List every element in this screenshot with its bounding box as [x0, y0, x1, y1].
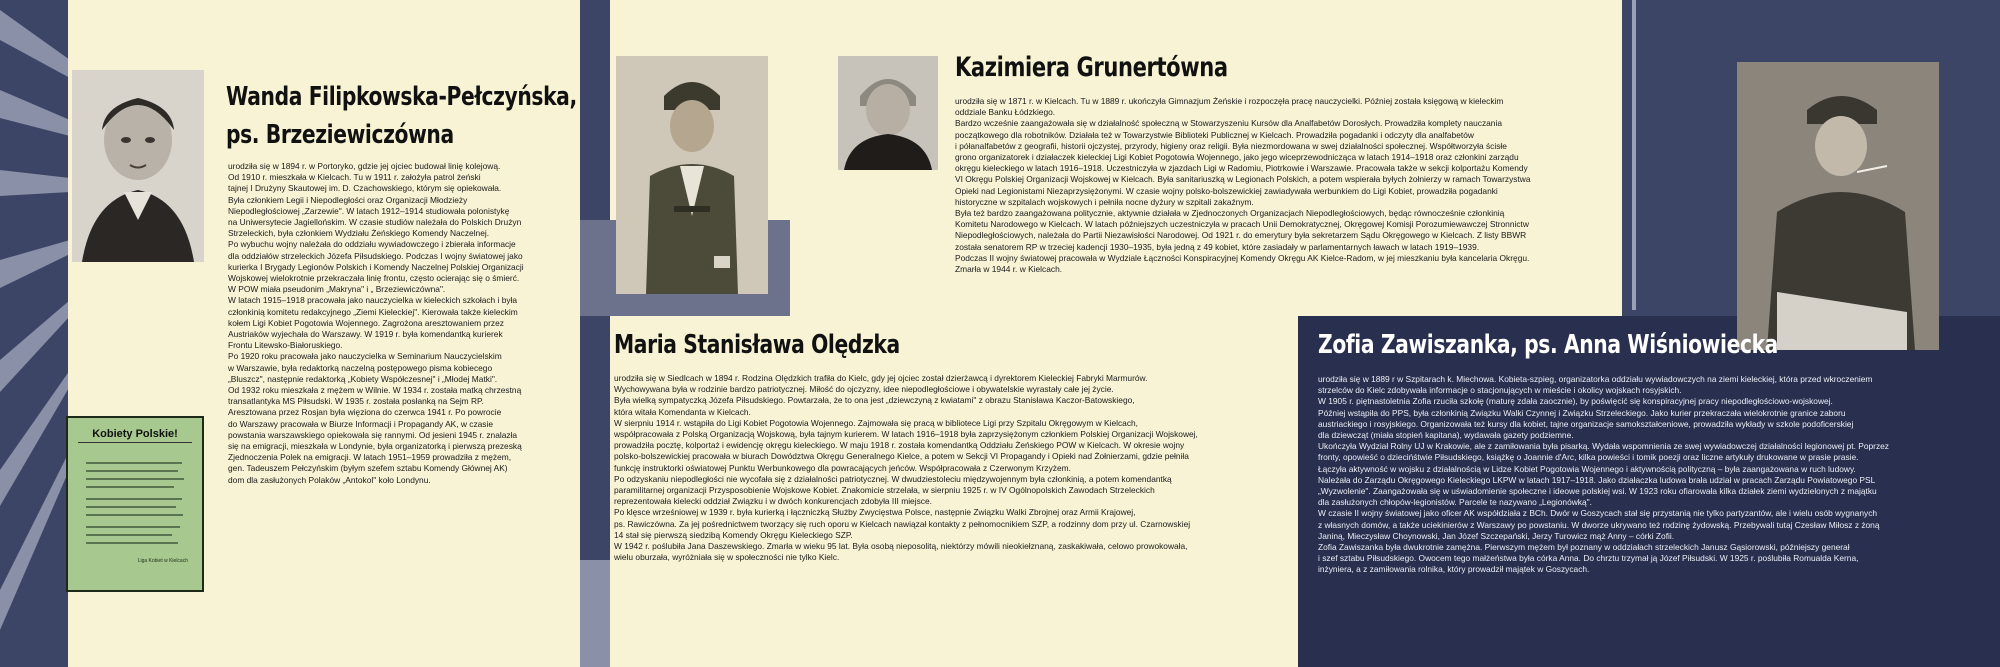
- biography-line: 14 stał się pierwszą siedzibą Komendy Okręgu Kieleckiego SZP.: [614, 529, 853, 540]
- biography-line: W 1905 r. piętnastoletnia Zofia rzuciła szkołę (maturę zdała zaocznie), by poświęcić się konspiracyjnej pracy niepodległościowo-wojskowej.: [1318, 396, 1833, 407]
- wanda-portrait-photo: [72, 70, 204, 262]
- biography-line: wielu oburzała, wyróżniała się w społeczności nie tylko Kielc.: [614, 552, 840, 563]
- biography-line: Zjednoczenia Polek na emigracji. W latach 1951–1959 prowadziła z mężem,: [228, 452, 512, 463]
- biography-line: historyczne w szpitalach wojskowych i pełniła nocne dyżury w szpitali zakaźnym.: [955, 196, 1254, 207]
- biography-line: powstania warszawskiego opiekowała się rannymi. Od jesieni 1945 r. znalazła: [228, 429, 518, 440]
- biography-line: strzelców do Kielc zdobywała informacje o stacjonujących w mieście i okolicy wojskach rosyjskich.: [1318, 385, 1682, 396]
- poster-text-line: [86, 526, 180, 528]
- zofia-biography: [1318, 374, 1994, 576]
- biography-line: członkinią komitetu redakcyjnego „Ziemi Kieleckiej". Kierowała także kieleckim: [228, 306, 518, 317]
- zofia-portrait-photo: [1737, 62, 1939, 350]
- biography-line: Opieki nad Legionistami Niezaprzysiężonymi. W czasie wojny polsko-bolszewickiej zawiadywała werbunkiem do Ligi Kobiet, prowadziła pogadanki: [955, 185, 1498, 196]
- biography-line: Frontu Litewsko-Białoruskiego.: [228, 340, 343, 351]
- biography-line: Aresztowana przez Rosjan była więziona do czerwca 1941 r. Po powrocie: [228, 407, 502, 418]
- biography-line: na Uniwersytecie Jagiellońskim. W czasie studiów należała do Polskich Drużyn: [228, 217, 522, 228]
- biography-line: reprezentowała kielecki oddział Związku i w dwóch konkurencjach zdobyła III miejsce.: [614, 496, 932, 507]
- biography-line: początkowego dla robotników. Działała też w Towarzystwie Biblioteki Publicznej w Kielcach. Prowadziła pogadanki i odczyty dla analfabetów: [955, 129, 1474, 140]
- wanda-name-line2: ps. Brzeziewiczówna: [226, 120, 454, 150]
- kazimiera-biography: [955, 96, 1615, 275]
- biography-line: W czasie II wojny światowej jako oficer AK współdziała z BCh. Dwór w Goszycach stał się przystanią nie tylko partyzantów, ale i wielu osób wygnanych: [1318, 508, 1878, 519]
- kazimiera-name: Kazimiera Grunertówna: [955, 52, 1228, 83]
- biography-line: urodziła się w 1871 r. w Kielcach. Tu w 1889 r. ukończyła Gimnazjum Żeńskie i rozpoczęła pracę nauczycielki. Później została księgową w kieleckim: [955, 96, 1504, 106]
- poster-text-line: [86, 462, 182, 464]
- maria-name: Maria Stanisława Olędzka: [614, 330, 900, 360]
- poster-text-line: [86, 506, 176, 508]
- biography-line: Niepodległościowej „Zarzewie". W latach 1912–1914 studiowała polonistykę: [228, 205, 510, 216]
- biography-line: VI Okręgu Polskiej Organizacji Wojskowej w Kielcach. Była sanitariuszką w Legionach Polskich, a potem wspierała byłych żołnierzy w ramach Towarzystwa: [955, 174, 1531, 185]
- wanda-biography: [228, 161, 574, 486]
- biography-line: Zmarła w 1944 r. w Kielcach.: [955, 264, 1063, 275]
- biography-line: Od 1910 r. mieszkała w Kielcach. Tu w 1911 r. założyła patrol żeński: [228, 172, 481, 183]
- biography-line: inżyniera, a z zamiłowania rolnika, który prowadził majątek w Goszycach.: [1318, 564, 1590, 575]
- biography-line: Po 1920 roku pracowała jako nauczycielka w Seminarium Nauczycielskim: [228, 351, 502, 362]
- biography-line: dla dziewcząt (miała stopień kapitana), wydawała gazety podziemne.: [1318, 430, 1574, 441]
- biography-line: Łączyła aktywność w wojsku z działalnością w Lidze Kobiet Pogotowia Wojennego i aktywnością polityczną – była zaangażowana w ruch ludowy.: [1318, 463, 1856, 474]
- biography-line: się na emigracji, mieszkała w Londynie, była organizatorką i pierwszą prezeską: [228, 441, 522, 452]
- poster-title: Kobiety Polskie!: [78, 428, 192, 443]
- biography-line: ps. Rawiczówna. Za jej pośrednictwem tworzący się ruch oporu w Kielcach nawiązał kontakty z pełnomocnikiem SZP, a rodzinny dom przy ul. Czarnowskiej: [614, 518, 1191, 529]
- biography-line: do Warszawy pracowała w Biurze Informacji i Propagandy AK, w czasie: [228, 418, 494, 429]
- biography-line: polsko-bolszewickiej pracowała w biurach Dowództwa Okręgu Generalnego Kielce, a potem w Sekcji VI Propagandy i Opieki nad Żołnierzami, gdzie pełniła: [614, 451, 1189, 462]
- poster-text-line: [86, 514, 183, 516]
- biography-line: i szef sztabu Piłsudskiego. Owocem tego małżeństwa była córka Anna. Do chrztu trzymał ją Józef Piłsudski. W 1925 r. poślubiła Romualda Kerna,: [1318, 553, 1859, 564]
- biography-line: Po wybuchu wojny należała do oddziału wywiadowczego i zbierała informacje: [228, 239, 516, 250]
- maria-biography: [614, 373, 1294, 563]
- biography-line: została senatorem RP w trzeciej kadencji 1930–1935, była jedną z 49 kobiet, które zasiadały w parlamentarnych ławach w latach 1919–1939.: [955, 241, 1480, 252]
- biography-line: Wychowywana była w rodzinie bardzo patriotycznej. Miłość do ojczyzny, idee niepodległościowe i obywatelskie wyrastały całe jej życie.: [614, 384, 1114, 395]
- biography-line: urodziła się w 1889 r w Szpitarach k. Miechowa. Kobieta-szpieg, organizatorka oddziału wywiadowczych na ziemi kieleckiej, która przed wkroczeniem: [1318, 374, 1873, 384]
- biography-line: dla zasłużonych chłopów-legionistów. Parcele te nazywano „Legionówką".: [1318, 497, 1592, 508]
- biography-line: paramilitarnej organizacji Przysposobienie Wojskowe Kobiet. Znakomicie strzelała, w sierpniu 1925 r. w IV Ogólnopolskich Zawodach Strzeleckich: [614, 485, 1155, 496]
- biography-line: „Wyzwolenie". Zaangażowała się w uświadomienie społeczne i ideowe polskiej wsi. W 1923 roku ofiarowała kilka działek ziemi wydzielonych z majątku: [1318, 486, 1877, 497]
- biography-line: Była członkiem Legii i Niepodległości oraz Organizacji Młodzieży: [228, 194, 468, 205]
- biography-line: Ukończyła Wydział Rolny UJ w Krakowie, ale z zamiłowania była pisarką. Wydała wspomnienia ze swej wywiadowczej działalności legionowej pt. Poprzez: [1318, 441, 1889, 452]
- poster-text-line: [86, 534, 172, 536]
- biography-line: austriackiego i rosyjskiego. Organizowała też kursy dla kobiet, tajne organizacje samokształceniowe, prowadziła wykłady w szkole podoficerskiej: [1318, 418, 1854, 429]
- biography-line: W 1942 r. poślubiła Jana Daszewskiego. Zmarła w wieku 95 lat. Była osobą nieposolitą, niektórzy mówili nieokiełznaną, zaskakiwała, celowo prowokowała,: [614, 541, 1188, 552]
- wanda-name-line1: Wanda Filipkowska-Pełczyńska,: [226, 82, 577, 112]
- biography-line: funkcję instruktorki oświatowej Punktu Werbunkowego dla powracających jeńców. Współpracowała z Czerwonym Krzyżem.: [614, 462, 1071, 473]
- kazimiera-portrait-photo: [838, 56, 938, 170]
- biography-line: gen. Tadeuszem Pełczyńskim (byłym szefem sztabu Komendy Głównej AK): [228, 463, 508, 474]
- biography-line: transatlantyka MS Piłsudski. W 1935 r. została posłanką na Sejm RP.: [228, 396, 484, 407]
- biography-line: urodziła się w 1894 r. w Portoryko, gdzie jej ojciec budował linię kolejową.: [228, 161, 501, 171]
- biography-line: fronty, opowieść o dziecińśtwie Piłsudskiego, książkę o Joannie d'Arc, kilka powieści i tomik poezji oraz liczne artykuły drukowane w prasie prasie.: [1318, 452, 1859, 463]
- biography-line: dom dla zasłużonych Polaków „Antokol" koło Londynu.: [228, 474, 431, 485]
- biography-line: współpracowała z Polską Organizacją Wojskową, była tajnym kurierem. W latach 1916–1918 była zaprzysiężonym członkiem Polskiej Organizacji Wojskowej,: [614, 429, 1198, 440]
- poster-text-line: [86, 486, 174, 488]
- poster-signature: Liga Kobiet w Kielcach: [137, 558, 188, 564]
- poster-text-line: [86, 542, 178, 544]
- biography-line: Komitetu Narodowego w Kielcach. W latach późniejszych uczestniczyła w pracach Unii Demokratycznej, Okręgowej Komisji Porozumiewawczej Stronnictw: [955, 219, 1529, 230]
- biography-line: i półanalfabetów z geografii, historii ojczystej, przyrody, higieny oraz religii. Była niezmordowana w swej działalności społecznej. Współtworzyła ścisłe: [955, 140, 1507, 151]
- biography-line: która witała Komendanta w Kielcach.: [614, 406, 751, 417]
- biography-line: Była wielką sympatyczką Józefa Piłsudskiego. Powtarzała, że to ona jest „dziewczyną z kwiatami" z obrazu Stanisława Kaczor-Batowskiego,: [614, 395, 1135, 406]
- biography-line: z własnych domów, a także uciekinierów z Warszawy po powstaniu. W dworze ukrywano też rodzinę żydowską. Przebywali tutaj Czesław Miłosz z żoną: [1318, 519, 1880, 530]
- poster-text-line: [86, 498, 182, 500]
- sunburst-rays-decoration: [0, 0, 70, 667]
- biography-line: Później wstąpiła do PPS, była członkinią Związku Walki Czynnej i Związku Strzeleckiego. Jako kurier przekraczała wielokrotnie granice zaboru: [1318, 407, 1846, 418]
- biography-line: urodziła się w Siedlcach w 1894 r. Rodzina Olędzkich trafiła do Kielc, gdy jej ojciec został dzierżawcą i dyrektorem Kieleckiej Fabryki Marmurów.: [614, 373, 1148, 383]
- biography-line: Wojskowej wielokrotnie przekraczała linię frontu, często ocierając się o śmierć.: [228, 273, 520, 284]
- biography-line: Była też bardzo zaangażowana politycznie, aktywnie działała w Zjednoczonych Organizacjach Niepodległościowych, będąc równocześnie członkinią: [955, 208, 1505, 219]
- biography-line: W POW miała pseudonim „Makryna" i „ Brzeziewiczówna".: [228, 284, 446, 295]
- poster-text-line: [86, 478, 184, 480]
- biography-line: Podczas II wojny światowej pracowała w Wydziale Łączności Konspiracyjnej Komendy Okręgu AK Kielce-Radom, w jej mieszkaniu była kancelaria Okręgu.: [955, 252, 1530, 263]
- biography-line: Zofia Zawiszanka była dwukrotnie zamężna. Pierwszym mężem był poznany w oddziałach strzeleckich Janusz Gąsiorowski, późniejszy generał: [1318, 542, 1850, 553]
- biography-line: Austriaków wyjechała do Warszawy. W 1919 r. była komendantką kurierek: [228, 329, 503, 340]
- biography-line: prowadziła pocztę, kolportaż i ewidencję okręgu kieleckiego. W maju 1918 r. została komendantką Oddziału Żeńskiego POW w Kielcach. W okresie wojny: [614, 440, 1185, 451]
- biography-line: grono organizatorek i działaczek kieleckiej Ligi Kobiet Pogotowia Wojennego, jako jego wiceprzewodnicząca w latach 1914–1918 oraz członkini zarządu: [955, 152, 1519, 163]
- biography-line: kurierka I Brygady Legionów Polskich i Komendy Naczelnej Polskiej Organizacji: [228, 261, 524, 272]
- biography-line: okręgu kieleckiego w latach 1916–1918. Uczestniczyła w zjazdach Ligi w Radomiu, Piotrkowie i Warszawie. Pracowała także w sekcji kolportażu Komendy: [955, 163, 1528, 174]
- biography-line: Od 1932 roku mieszkała z mężem w Wilnie. W 1934 r. została matką chrzestną: [228, 385, 522, 396]
- biography-line: Należała do Zarządu Okręgowego Kieleckiego LKPW w latach 1917–1918. Jako działaczka ludowa brała udział w pracach Zarządu Powiatowego PSL: [1318, 474, 1876, 485]
- biography-line: W sierpniu 1914 r. wstąpiła do Ligi Kobiet Pogotowia Wojennego. Zajmowała się pracą w bibliotece Ligi przy Szpitalu Okręgowym w Kielcach,: [614, 417, 1139, 428]
- navy-stripe-right: [1632, 0, 1636, 310]
- biography-line: W latach 1915–1918 pracowała jako nauczycielka w kieleckich szkołach i była: [228, 295, 518, 306]
- biography-line: oddziale Banku Łódzkiego.: [955, 107, 1056, 118]
- zofia-name: Zofia Zawiszanka, ps. Anna Wiśniowiecka: [1318, 330, 1778, 360]
- biography-line: tajnej I Drużyny Skautowej im. D. Czachowskiego, którym się opiekowała.: [228, 183, 502, 194]
- biography-line: w Warszawie, była redaktorką naczelną postępowego pisma kobiecego: [228, 362, 493, 373]
- biography-line: Niepodległościowych, należała do Partii Niezawisłości Narodowej. Od 1921 r. do emerytury była sekretarzem Sądu Okręgowego w Kielcach. Z listy BBWR: [955, 230, 1527, 241]
- biography-line: kołem Ligi Kobiet Pogotowia Wojennego. Zagrożona aresztowaniem przez: [228, 317, 504, 328]
- biography-line: dla oddziałów strzeleckich Józefa Piłsudskiego. Podczas I wojny światowej jako: [228, 250, 523, 261]
- grey-shadow-stripe-lower: [580, 560, 610, 667]
- biography-line: Strzeleckich, była członkiem Wydziału Żeńskiego Komendy Naczelnej.: [228, 228, 490, 239]
- poster-text-line: [86, 470, 178, 472]
- biography-line: Po klęsce wrześniowej w 1939 r. była kurierką i łączniczką Służby Zwycięstwa Polsce, następnie Związku Walki Zbrojnej oraz Armii Krajowej,: [614, 507, 1136, 518]
- biography-line: „Bluszcz", następnie redaktorką „Kobiety Współczesnej" i „Młodej Matki".: [228, 373, 498, 384]
- biography-line: Janiną, Mieczysław Choynowski, Jan Józef Szczepański, Jerzy Turowicz mąż Anny – córki Zofii.: [1318, 530, 1675, 541]
- biography-line: Bardzo wcześnie zaangażowała się w działalność społeczną w Stowarzyszeniu Kursów dla Analfabetów Dorosłych. Prowadziła komplety nauczania: [955, 118, 1502, 129]
- maria-portrait-photo: [616, 56, 768, 294]
- kobiety-polskie-poster: [66, 416, 204, 592]
- biography-line: Po odzyskaniu niepodległości nie wycofała się z działalności patriotycznej. W dwudziestoleciu międzywojennym była członkinią, a potem komendantką: [614, 473, 1172, 484]
